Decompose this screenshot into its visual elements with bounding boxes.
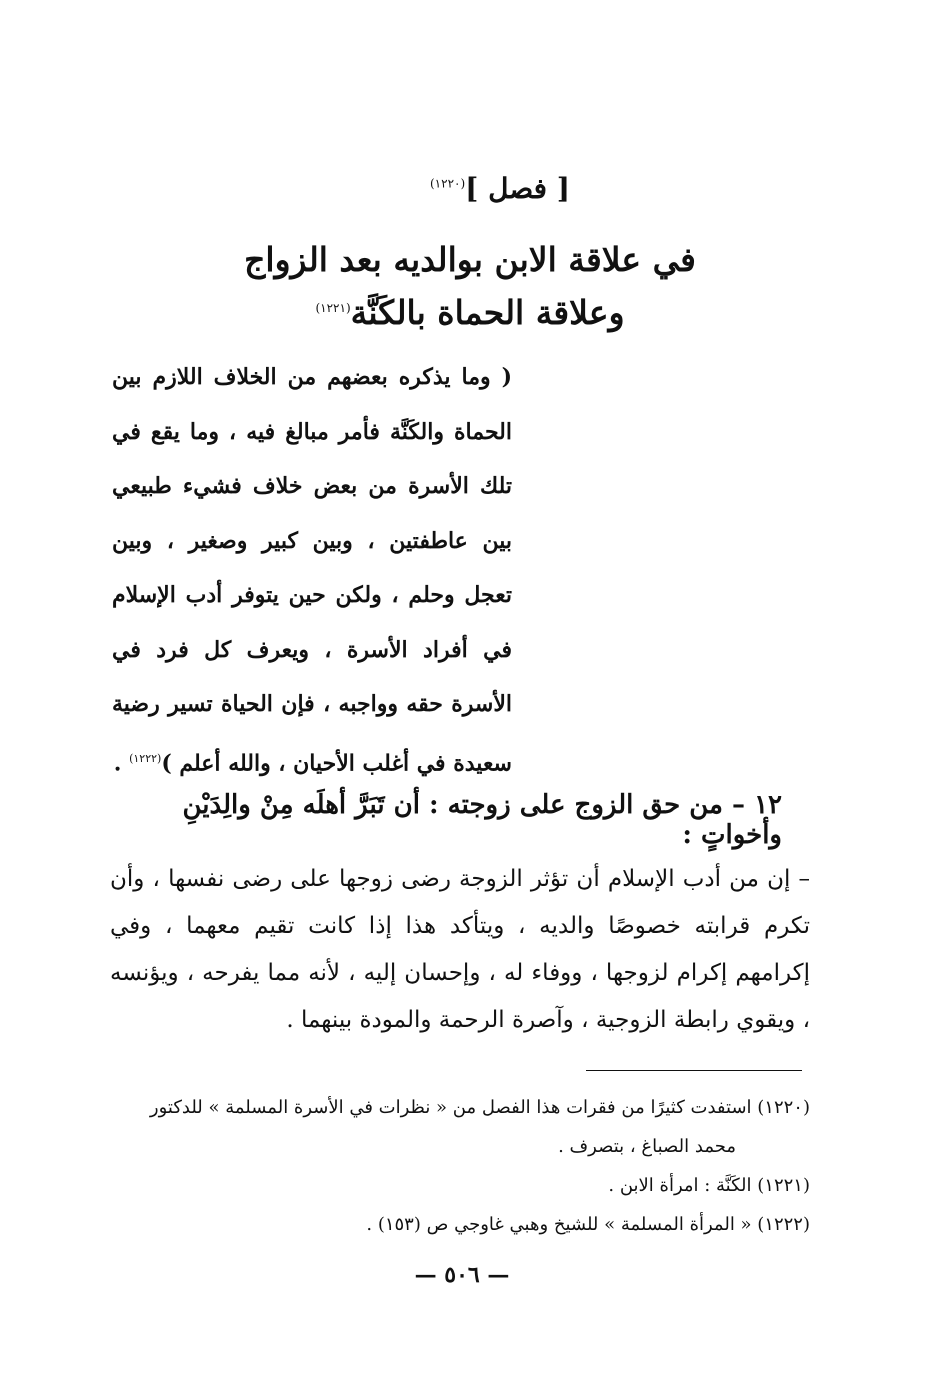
footnote-ref-1221: (١٢٢١) [315, 301, 351, 315]
body-paragraph: – إن من أدب الإسلام أن تؤثر الزوجة رضى زوجها على رضى نفسها ، وأن تكرم قرابته خصوصًا والديه ، ويتأكد هذا إذا كانت تقيم معهما ، وفي إكرامهم إكرام لزوجها ، ووفاء له ، وإحسان إليه ، لأنه مما يفرحه ، ويؤنسه ، ويقوي رابطة الزوجية ، وآصرة الرحمة والمودة بينهما . [110, 866, 810, 1033]
chapter-title-line-1: في علاقة الابن بوالديه بعد الزواج [244, 240, 696, 279]
section-heading-text: [ فصل ] [465, 172, 571, 205]
footnote-ref-1222: (١٢٢٢) [129, 751, 162, 765]
quoted-passage [112, 350, 512, 790]
quoted-passage-end: . [113, 749, 130, 776]
footnotes [100, 1088, 810, 1244]
footnote-1220-line-1: (١٢٢٠) استفدت كثيرًا من فقرات هذا الفصل من « نظرات في الأسرة المسلمة » للدكتور [149, 1097, 810, 1118]
quoted-passage-text: ( وما يذكره بعضهم من الخلاف اللازم بين الحماة والكَنَّة فأمر مبالغ فيه ، وما يقع في تلك الأسرة من بعض خلاف فشيء طبيعي بين عاطفتين ، وبين كبير وصغير ، وبين تعجل وحلم ، ولكن حين يتوفر أدب الإسلام في أفراد الأسرة ، ويعرف كل فرد في الأسرة حقه وواجبه ، فإن الحياة تسير رضية سعيدة في أغلب الأحيان ، والله أعلم ) [112, 364, 512, 776]
point-12-heading: ١٢ – من حق الزوج على زوجته : أن تَبَرَّ أهلَه مِنْ والِدَيْنِ وأخواتٍ : [182, 790, 782, 850]
page-number: — ٥٠٦ — [414, 1262, 510, 1288]
chapter-title-line-2 [200, 293, 740, 332]
footnote-separator [586, 1070, 802, 1071]
footnote-1221: (١٢٢١) الكَنَّة : امرأة الابن . [608, 1175, 810, 1196]
footnote-1222: (١٢٢٢) « المرأة المسلمة » للشيخ وهبي غاوجي ص (١٥٣) . [366, 1214, 810, 1235]
footnote-1220-line-2: محمد الصباغ ، بتصرف . [558, 1136, 736, 1157]
chapter-title-line-2-text: وعلاقة الحماة بالكَنَّة [350, 293, 625, 332]
section-heading [300, 172, 700, 205]
footnote-ref-1220: (١٢٢٠) [429, 176, 466, 191]
